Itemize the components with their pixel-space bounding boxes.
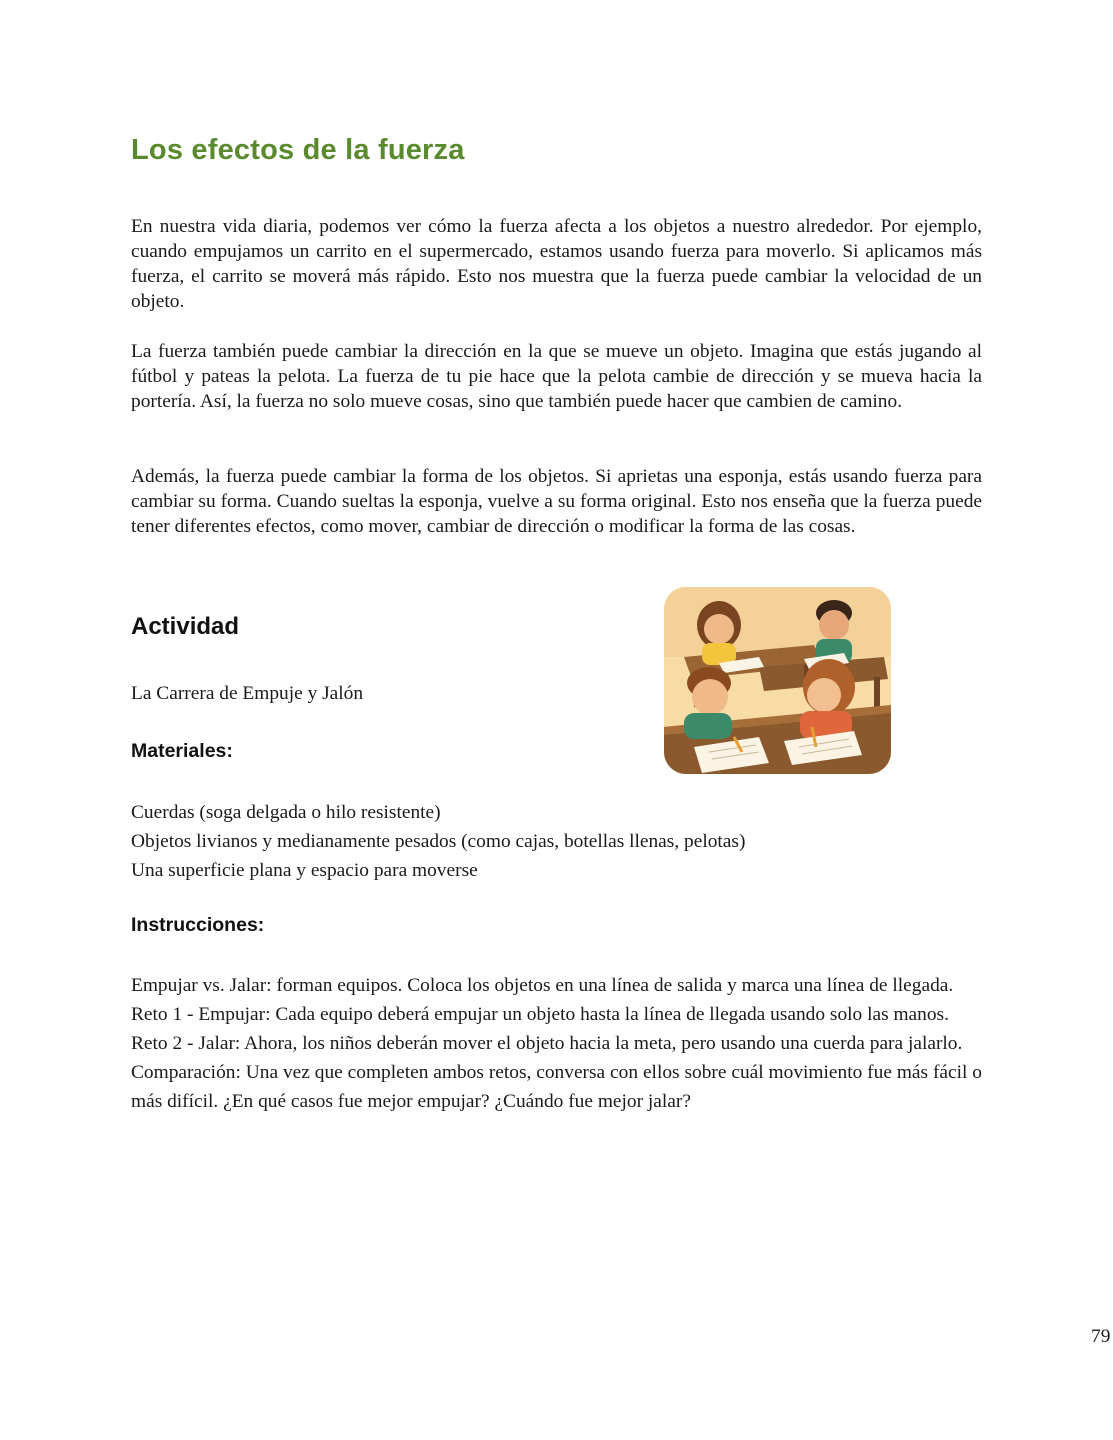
paragraph-direction: La fuerza también puede cambiar la dirección en la que se mueve un objeto. Imagina que estás jugando al fútbol y pateas la pelota. La fuerza de tu pie hace que la pelota cambie de dirección y se mueva hacia la portería. Así, la fuerza no solo mueve cosas, sino que también puede hacer que cambien de camino. <box>131 341 982 412</box>
materials-heading: Materiales: <box>131 740 233 762</box>
paragraph-speed: En nuestra vida diaria, podemos ver cómo la fuerza afecta a los objetos a nuestro alrededor. Por ejemplo, cuando empujamos un carrito en el supermercado, estamos usando fuerza para moverlo. Si aplicamos más fuerza, el carrito se moverá más rápido. Esto nos muestra que la fuerza puede cambiar la velocidad de un objeto. <box>131 216 982 312</box>
page-title: Los efectos de la fuerza <box>131 134 465 166</box>
children-writing-at-desks-icon <box>664 587 891 774</box>
page-number: 79 <box>1091 1326 1111 1347</box>
materials-list <box>131 798 982 885</box>
list-item: Reto 2 - Jalar: Ahora, los niños deberán mover el objeto hacia la meta, pero usando una cuerda para jalarlo. <box>131 1033 963 1054</box>
list-item: Cuerdas (soga delgada o hilo resistente) <box>131 802 441 823</box>
paragraph-shape: Además, la fuerza puede cambiar la forma de los objetos. Si aprietas una esponja, estás usando fuerza para cambiar su forma. Cuando sueltas la esponja, vuelve a su forma original. Esto nos enseña que la fuerza puede tener diferentes efectos, como mover, cambiar de dirección o modificar la forma de las cosas. <box>131 466 982 537</box>
list-item: Una superficie plana y espacio para moverse <box>131 860 478 881</box>
activity-heading: Actividad <box>131 613 240 640</box>
list-item: Reto 1 - Empujar: Cada equipo deberá empujar un objeto hasta la línea de llegada usando solo las manos. <box>131 1004 949 1025</box>
activity-name: La Carrera de Empuje y Jalón <box>131 683 364 704</box>
instructions-heading: Instrucciones: <box>131 914 265 936</box>
list-item: Comparación: Una vez que completen ambos retos, conversa con ellos sobre cuál movimiento fue más fácil o más difícil. ¿En qué casos fue mejor empujar? ¿Cuándo fue mejor jalar? <box>131 1062 982 1112</box>
children-writing-illustration <box>664 587 891 774</box>
instructions-list <box>131 971 982 1116</box>
list-item: Empujar vs. Jalar: forman equipos. Coloca los objetos en una línea de salida y marca una línea de llegada. <box>131 975 954 996</box>
list-item: Objetos livianos y medianamente pesados (como cajas, botellas llenas, pelotas) <box>131 831 746 852</box>
